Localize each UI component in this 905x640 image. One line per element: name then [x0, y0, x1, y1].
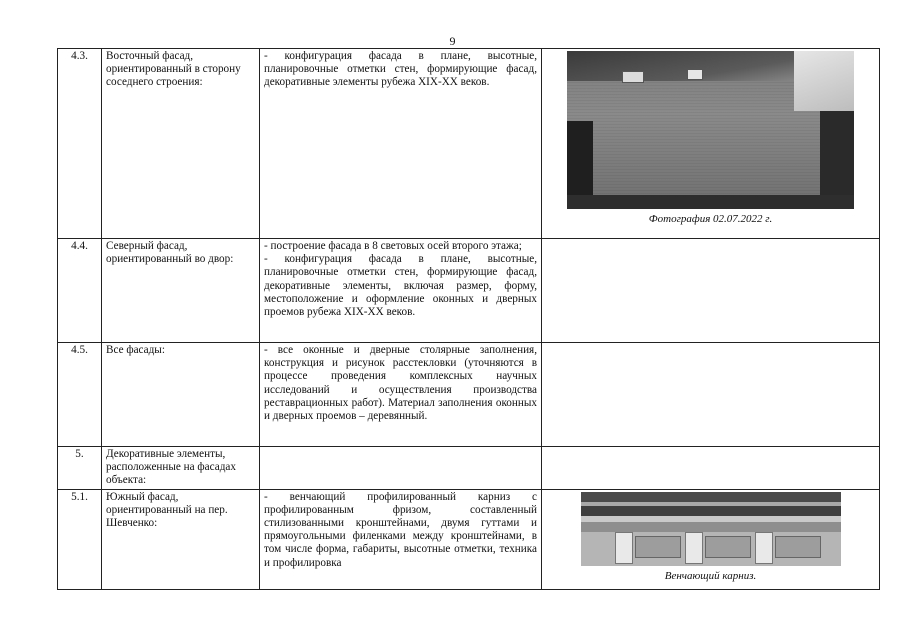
empty-cell [542, 447, 880, 490]
row-title: Северный фасад, ориентированный во двор: [102, 239, 260, 343]
bracket-shape [755, 532, 773, 564]
photo-caption: Фотография 02.07.2022 г. [648, 213, 773, 225]
description-paragraph: - все оконные и дверные столярные заполнения, конструкция и рисунок расстекловки (уточняются в процессе проведения комплексных научных исследований и осуществления производства реставрационных работ). Материал заполнения оконных и дверных проемов – деревянный. [264, 344, 537, 423]
empty-cell [260, 447, 542, 490]
empty-cell [542, 343, 880, 447]
air-conditioner-unit [687, 69, 703, 80]
sky-shape [794, 51, 854, 111]
air-conditioner-unit [622, 71, 644, 83]
table-row [58, 489, 880, 589]
row-number: 4.3. [58, 49, 102, 239]
row-number: 5.1. [58, 489, 102, 589]
panel-shape [775, 536, 821, 558]
ground-shape [567, 195, 854, 209]
description-paragraph: - венчающий профилированный карниз с профилированным фризом, составленный стилизованными кронштейнами, двумя гуттами и прямоугольными филенками между кронштейнами, в том числе форма, габариты, высотные отметки, техника и профилировка [264, 490, 537, 569]
panel-shape [705, 536, 751, 558]
photo-caption: Венчающий карниз. [664, 569, 757, 582]
row-number: 4.4. [58, 239, 102, 343]
page-number: 9 [449, 34, 456, 48]
east-facade-photo [567, 51, 854, 209]
row-title: Все фасады: [102, 343, 260, 447]
bracket-shape [685, 532, 703, 564]
row-title: Декоративные элементы, расположенные на фасадах объекта: [102, 447, 260, 490]
bracket-shape [615, 532, 633, 564]
row-description [260, 489, 542, 589]
table-row [58, 49, 880, 239]
photo-cell [542, 49, 880, 239]
description-paragraph: - построение фасада в 8 световых осей второго этажа; [264, 240, 522, 252]
table-row [58, 447, 880, 490]
empty-cell [542, 239, 880, 343]
table-row [58, 343, 880, 447]
description-paragraph: - конфигурация фасада в плане, высотные, планировочные отметки стен, формирующие фасад, декоративные элементы, включая размер, форму, местоположение и оформление оконных и дверных проемов рубежа XIX-XX веков. [264, 253, 537, 319]
panel-shape [635, 536, 681, 558]
description-paragraph: - конфигурация фасада в плане, высотные, планировочные отметки стен, формирующие фасад, декоративные элементы рубежа XIX-XX веков. [264, 50, 537, 89]
row-number: 4.5. [58, 343, 102, 447]
row-description [260, 343, 542, 447]
row-title: Восточный фасад, ориентированный в сторону соседнего строения: [102, 49, 260, 239]
row-number: 5. [58, 447, 102, 490]
photo-cell [542, 489, 880, 589]
row-description [260, 239, 542, 343]
table-row [58, 239, 880, 343]
cornice-photo [581, 492, 841, 566]
protected-elements-table [57, 48, 880, 590]
row-description [260, 49, 542, 239]
row-title: Южный фасад, ориентированный на пер. Шевченко: [102, 489, 260, 589]
